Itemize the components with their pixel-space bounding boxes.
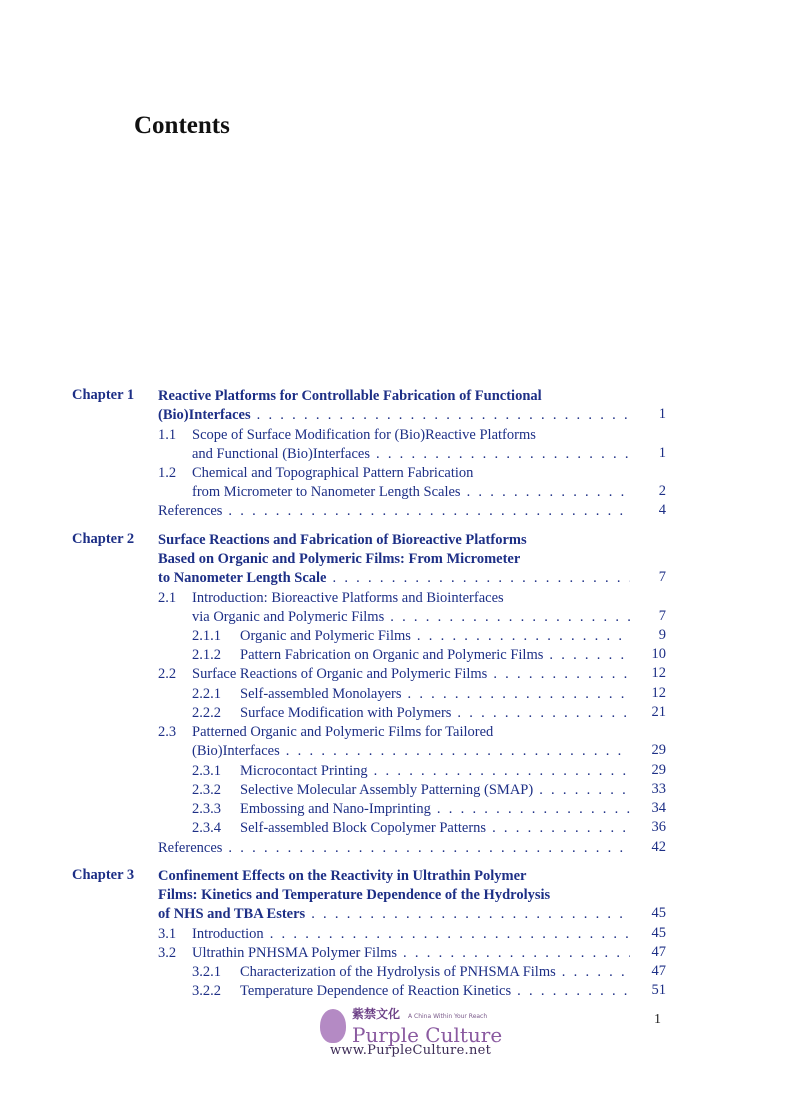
dot-leader (517, 982, 630, 1001)
section-number: 2.3.4 (192, 820, 221, 836)
references-link[interactable]: References (158, 840, 223, 856)
section-2-1-title-cont[interactable]: via Organic and Polymeric Films (192, 609, 385, 625)
section-2-3-page[interactable]: 29 (651, 742, 666, 758)
section-number: 2.1.1 (192, 628, 221, 644)
dot-leader (311, 905, 630, 924)
section-2-3-2-page[interactable]: 33 (651, 781, 666, 797)
dot-leader (539, 781, 630, 800)
section-3-2-1-page[interactable]: 47 (651, 963, 666, 979)
section-3-1-page[interactable]: 45 (651, 925, 666, 941)
section-3-2[interactable] (192, 944, 636, 963)
section-number: 2.1 (158, 590, 177, 606)
section-2-1-1-page[interactable]: 9 (658, 627, 666, 643)
section-1-1-line1[interactable] (192, 426, 636, 445)
section-2-3-3-number (192, 800, 221, 819)
section-number: 2.3.3 (192, 801, 221, 817)
section-2-2-title[interactable]: Surface Reactions of Organic and Polymeric Films (192, 666, 488, 682)
section-2-3-title[interactable]: Patterned Organic and Polymeric Films for Tailored (192, 724, 494, 740)
section-1-2-title-cont[interactable]: from Micrometer to Nanometer Length Scales (192, 484, 461, 500)
section-3-2-2-page[interactable]: 51 (651, 982, 666, 998)
section-1-1-title[interactable]: Scope of Surface Modification for (Bio)Reactive Platforms (192, 427, 536, 443)
section-1-1-title-cont[interactable]: and Functional (Bio)Interfaces (192, 446, 370, 462)
section-3-1-number (158, 925, 176, 944)
chapter-1-label: Chapter 1 (72, 387, 135, 403)
section-2-1-1-number (192, 627, 221, 646)
dot-leader (493, 665, 630, 684)
chapter-2-title-text-cont[interactable]: Based on Organic and Polymeric Films: From Micrometer (158, 551, 521, 567)
section-3-1-title[interactable]: Introduction (192, 926, 264, 942)
section-2-3-title-cont[interactable]: (Bio)Interfaces (192, 743, 280, 759)
chapter-2-title-line2[interactable] (158, 550, 636, 569)
section-number: 3.2.2 (192, 983, 221, 999)
dot-leader (374, 762, 630, 781)
section-2-2[interactable] (192, 665, 636, 684)
dot-leader (457, 704, 630, 723)
dot-leader (437, 800, 630, 819)
chapter-3-title-text[interactable]: Confinement Effects on the Reactivity in Ultrathin Polymer (158, 868, 527, 884)
section-1-1-number (158, 426, 176, 445)
chapter-3-title-line3[interactable] (158, 905, 636, 924)
section-2-1-number (158, 589, 176, 608)
section-2-2-1[interactable] (240, 685, 636, 704)
section-2-3-line1[interactable] (192, 723, 636, 742)
section-number: 2.2 (158, 666, 177, 682)
dot-leader (467, 483, 630, 502)
section-2-2-2-title[interactable]: Surface Modification with Polymers (240, 705, 452, 721)
section-2-1-2-number (192, 646, 221, 665)
section-number: 3.2.1 (192, 964, 221, 980)
section-number: 1.2 (158, 465, 177, 481)
section-number: 2.2.2 (192, 705, 221, 721)
dot-leader (492, 819, 630, 838)
logo-icon (320, 1009, 346, 1043)
chapter-2-title-line1[interactable] (158, 531, 636, 550)
chapter-3-title-line2[interactable] (158, 886, 636, 905)
chapter-1-title-line2[interactable] (158, 406, 636, 425)
section-number: 3.1 (158, 926, 177, 942)
chapter-1-page[interactable]: 1 (658, 406, 666, 422)
section-2-1-title[interactable]: Introduction: Bioreactive Platforms and Biointerfaces (192, 590, 504, 606)
section-number: 2.3.1 (192, 763, 221, 779)
section-2-3-1-title[interactable]: Microcontact Printing (240, 763, 368, 779)
section-2-2-2[interactable] (240, 704, 636, 723)
dot-leader (407, 685, 630, 704)
chapter-2-title-text-end[interactable]: to Nanometer Length Scale (158, 570, 327, 586)
chapter-3-page[interactable]: 45 (651, 905, 666, 921)
dot-leader (270, 925, 630, 944)
section-3-1[interactable] (192, 925, 636, 944)
section-2-2-page[interactable]: 12 (651, 665, 666, 681)
section-2-3-4-title[interactable]: Self-assembled Block Copolymer Patterns (240, 820, 487, 836)
section-2-3-4-number (192, 819, 221, 838)
chapter-2-page[interactable]: 7 (658, 569, 666, 585)
section-1-2-line1[interactable] (192, 464, 636, 483)
section-number: 2.2.1 (192, 686, 221, 702)
section-2-1-line1[interactable] (192, 589, 636, 608)
footer-page-number: 1 (654, 1012, 661, 1027)
section-2-2-2-number (192, 704, 221, 723)
section-1-1-line2[interactable] (192, 445, 636, 464)
chapter-1-references[interactable] (158, 502, 636, 521)
chapter-2-title-text[interactable]: Surface Reactions and Fabrication of Bioreactive Platforms (158, 532, 527, 548)
section-2-3-4[interactable] (240, 819, 636, 838)
section-2-2-1-page[interactable]: 12 (651, 685, 666, 701)
watermark-url: www.PurpleCulture.net (330, 1043, 492, 1058)
section-2-1-1[interactable] (240, 627, 636, 646)
chapter-1-title-text-cont[interactable]: (Bio)Interfaces (158, 407, 251, 423)
section-2-3-1[interactable] (240, 762, 636, 781)
section-1-2-page[interactable]: 2 (658, 483, 666, 499)
chapter-2-label: Chapter 2 (72, 531, 135, 547)
section-2-3-2-number (192, 781, 221, 800)
chapter-3-title-text-cont[interactable]: Films: Kinetics and Temperature Dependence of the Hydrolysis (158, 887, 551, 903)
logo-chinese-text: 紫禁文化 (352, 1007, 401, 1021)
section-2-3-1-number (192, 762, 221, 781)
references-link[interactable]: References (158, 503, 223, 519)
dot-leader (228, 502, 630, 521)
chapter-2-title-line3[interactable] (158, 569, 636, 588)
chapter-3-title-text-end[interactable]: of NHS and TBA Esters (158, 906, 306, 922)
section-3-2-2-number (192, 982, 221, 1001)
section-1-2-number (158, 464, 176, 483)
section-2-3-line2[interactable] (192, 742, 636, 761)
section-number: 2.1.2 (192, 647, 221, 663)
section-number: 1.1 (158, 427, 177, 443)
section-2-3-1-page[interactable]: 29 (651, 762, 666, 778)
section-2-3-2[interactable] (240, 781, 636, 800)
section-2-2-1-number (192, 685, 221, 704)
section-3-2-2[interactable] (240, 982, 636, 1001)
section-2-2-2-page[interactable]: 21 (651, 704, 666, 720)
dot-leader (286, 742, 630, 761)
section-3-2-number (158, 944, 176, 963)
section-2-3-4-page[interactable]: 36 (651, 819, 666, 835)
section-number: 3.2 (158, 945, 177, 961)
section-2-2-1-title[interactable]: Self-assembled Monolayers (240, 686, 402, 702)
section-3-2-title[interactable]: Ultrathin PNHSMA Polymer Films (192, 945, 398, 961)
section-2-3-2-title[interactable]: Selective Molecular Assembly Patterning (SMAP) (240, 782, 534, 798)
watermark-logo (320, 1005, 502, 1047)
section-1-1-page[interactable]: 1 (658, 445, 666, 461)
dot-leader (332, 569, 630, 588)
chapter-1-title-text[interactable]: Reactive Platforms for Controllable Fabrication of Functional (158, 388, 542, 404)
section-2-3-number (158, 723, 176, 742)
section-2-3-3-title[interactable]: Embossing and Nano-Imprinting (240, 801, 431, 817)
page-title: Contents (134, 112, 230, 139)
chapter-2-references-page[interactable]: 42 (651, 839, 666, 855)
section-2-1-2-title[interactable]: Pattern Fabrication on Organic and Polymeric Films (240, 647, 544, 663)
section-number: 2.3.2 (192, 782, 221, 798)
chapter-3-label: Chapter 3 (72, 867, 135, 883)
chapter-3-title-line1[interactable] (158, 867, 636, 886)
section-2-3-3-page[interactable]: 34 (651, 800, 666, 816)
section-2-3-3[interactable] (240, 800, 636, 819)
section-1-2-title[interactable]: Chemical and Topographical Pattern Fabrication (192, 465, 474, 481)
section-1-2-line2[interactable] (192, 483, 636, 502)
section-3-2-1-number (192, 963, 221, 982)
section-2-1-2-page[interactable]: 10 (651, 646, 666, 662)
section-2-1-1-title[interactable]: Organic and Polymeric Films (240, 628, 411, 644)
section-2-1-2[interactable] (240, 646, 636, 665)
section-3-2-2-title[interactable]: Temperature Dependence of Reaction Kinetics (240, 983, 512, 999)
section-2-2-number (158, 665, 176, 684)
section-2-1-page[interactable]: 7 (658, 608, 666, 624)
chapter-2-references[interactable] (158, 839, 636, 858)
chapter-1-references-page[interactable]: 4 (658, 502, 666, 518)
section-number: 2.3 (158, 724, 177, 740)
dot-leader (562, 963, 630, 982)
dot-leader (376, 445, 630, 464)
section-3-2-1[interactable] (240, 963, 636, 982)
dot-leader (549, 646, 630, 665)
section-2-1-line2[interactable] (192, 608, 636, 627)
dot-leader (403, 944, 630, 963)
dot-leader (228, 839, 630, 858)
chapter-1-title-line1[interactable] (158, 387, 636, 406)
section-3-2-page[interactable]: 47 (651, 944, 666, 960)
dot-leader (390, 608, 630, 627)
dot-leader (417, 627, 630, 646)
logo-tagline: A China Within Your Reach (408, 1013, 488, 1020)
logo-text-block (352, 1005, 502, 1047)
section-3-2-1-title[interactable]: Characterization of the Hydrolysis of PNHSMA Films (240, 964, 556, 980)
logo-english-text: Purple Culture (352, 1023, 503, 1047)
dot-leader (257, 406, 630, 425)
